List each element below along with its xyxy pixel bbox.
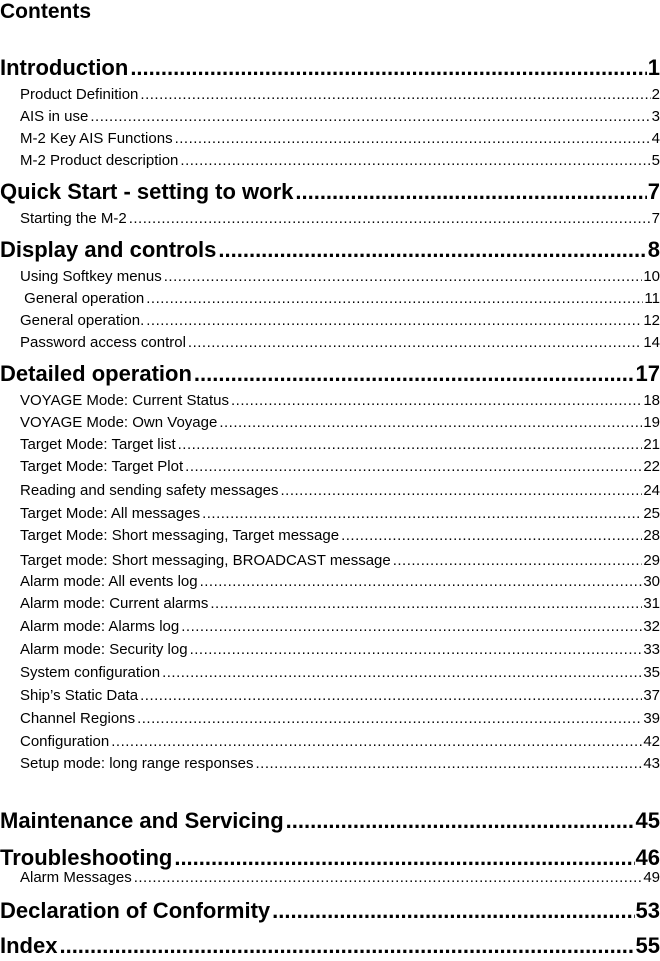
toc-page-number: 29 <box>643 552 660 569</box>
toc-section[interactable] <box>20 594 660 614</box>
toc-page-number: 39 <box>643 710 660 727</box>
toc-entry-title: VOYAGE Mode: Own Voyage <box>20 414 218 431</box>
dot-leader <box>90 107 650 127</box>
dot-leader <box>202 504 642 524</box>
toc-section[interactable] <box>20 551 660 571</box>
toc-entry-title: System configuration <box>20 664 161 681</box>
toc-entry-title: General operation <box>20 290 145 307</box>
toc-section[interactable] <box>20 333 660 353</box>
toc-entry-title: Starting the M-2 <box>20 210 127 227</box>
toc-section[interactable] <box>20 754 660 774</box>
toc-section[interactable] <box>20 686 660 706</box>
toc-page-number: 37 <box>643 687 660 704</box>
toc-page-number: 28 <box>643 527 660 544</box>
toc-entry-title: Using Softkey menus <box>20 268 162 285</box>
toc-entry-title: Target Mode: All messages <box>20 505 201 522</box>
toc-entry-title: M-2 Product description <box>20 152 179 169</box>
toc-page-number: 30 <box>643 573 660 590</box>
toc-page-number: 49 <box>643 869 660 886</box>
toc-section[interactable] <box>20 391 660 411</box>
dot-leader <box>164 267 643 287</box>
toc-entry-title: Password access control <box>20 334 186 351</box>
dot-leader <box>162 663 642 683</box>
dot-leader <box>256 754 643 774</box>
toc-page-number: 53 <box>635 898 660 923</box>
toc-page-number: 3 <box>651 108 660 125</box>
toc-entry-title: Product Definition <box>20 86 139 103</box>
dot-leader <box>178 435 643 455</box>
toc-chapter[interactable] <box>0 359 660 389</box>
dot-leader <box>281 481 643 501</box>
dot-leader <box>175 129 651 149</box>
toc-page-number: 10 <box>643 268 660 285</box>
toc-section[interactable] <box>20 267 660 287</box>
toc-section[interactable] <box>20 151 660 171</box>
toc-page-number: 8 <box>647 237 660 262</box>
toc-page-number: 55 <box>635 933 660 958</box>
toc-entry-title: Configuration <box>20 733 110 750</box>
toc-chapter[interactable] <box>0 806 660 836</box>
toc-section[interactable] <box>20 504 660 524</box>
dot-leader <box>272 896 634 926</box>
toc-section[interactable] <box>20 640 660 660</box>
toc-section[interactable] <box>20 572 660 592</box>
dot-leader <box>295 177 646 207</box>
dot-leader <box>194 359 635 389</box>
toc-page-number: 31 <box>643 595 660 612</box>
toc-page-number: 45 <box>635 808 660 833</box>
toc-page-number: 21 <box>643 436 660 453</box>
toc-entry-title: Alarm Messages <box>20 869 132 886</box>
toc-entry-title: Target Mode: Target Plot <box>20 458 184 475</box>
page-title: Contents <box>0 0 91 23</box>
dot-leader <box>185 457 642 477</box>
dot-leader <box>218 235 646 265</box>
toc-entry-title: Channel Regions <box>20 710 136 727</box>
toc-section[interactable] <box>20 209 660 229</box>
dot-leader <box>146 289 643 309</box>
toc-chapter[interactable] <box>0 896 660 926</box>
dot-leader <box>286 806 635 836</box>
toc-entry-title: Index <box>0 933 58 958</box>
toc-entry-title: Reading and sending safety messages <box>20 482 279 499</box>
dot-leader <box>219 413 642 433</box>
toc-entry-title: Ship’s Static Data <box>20 687 139 704</box>
toc-section[interactable] <box>20 311 660 331</box>
toc-page-number: 32 <box>643 618 660 635</box>
toc-entry-title: Target Mode: Target list <box>20 436 176 453</box>
dot-leader <box>111 732 642 752</box>
toc-entry-title: Quick Start - setting to work <box>0 179 294 204</box>
toc-entry-title: M-2 Key AIS Functions <box>20 130 173 147</box>
toc-page-number: 43 <box>643 755 660 772</box>
toc-entry-title: Maintenance and Servicing <box>0 808 284 833</box>
toc-page-number: 5 <box>651 152 660 169</box>
toc-entry-title: Setup mode: long range responses <box>20 755 254 772</box>
toc-section[interactable] <box>20 709 660 729</box>
toc-page-number: 22 <box>643 458 660 475</box>
toc-page-number: 7 <box>647 179 660 204</box>
toc-section[interactable] <box>20 289 660 309</box>
dot-leader <box>137 709 642 729</box>
toc-entry-title: VOYAGE Mode: Current Status <box>20 392 229 409</box>
toc-section[interactable] <box>20 481 660 501</box>
toc-section[interactable] <box>20 413 660 433</box>
dot-leader <box>188 333 642 353</box>
dot-leader <box>59 931 634 961</box>
toc-page-number: 33 <box>643 641 660 658</box>
toc-page-number: 42 <box>643 733 660 750</box>
toc-entry-title: AIS in use <box>20 108 89 125</box>
toc-page-number: 18 <box>643 392 660 409</box>
toc-entry-title: Introduction <box>0 55 129 80</box>
toc-page-number: 12 <box>643 312 660 329</box>
dot-leader <box>134 868 643 888</box>
dot-leader <box>140 686 642 706</box>
dot-leader <box>129 209 651 229</box>
toc-entry-title: Display and controls <box>0 237 217 262</box>
toc-section[interactable] <box>20 107 660 127</box>
toc-page-number: 1 <box>647 55 660 80</box>
toc-page-number: 11 <box>644 290 660 307</box>
dot-leader <box>393 551 643 571</box>
dot-leader <box>180 151 650 171</box>
dot-leader <box>200 572 643 592</box>
toc-section[interactable] <box>20 663 660 683</box>
toc-section[interactable] <box>20 868 660 888</box>
toc-page-number: 2 <box>651 86 660 103</box>
toc-page-number: 17 <box>635 361 660 386</box>
dot-leader <box>341 526 642 546</box>
toc-section[interactable] <box>20 526 660 546</box>
toc-page-number: 25 <box>643 505 660 522</box>
toc-chapter[interactable] <box>0 177 660 207</box>
toc-chapter[interactable] <box>0 235 660 265</box>
toc-entry-title: Alarm mode: All events log <box>20 573 198 590</box>
toc-entry-title: Detailed operation <box>0 361 192 386</box>
dot-leader <box>130 53 646 83</box>
toc-entry-title: Troubleshooting <box>0 845 173 870</box>
toc-page-number: 14 <box>643 334 660 351</box>
toc-page-number: 7 <box>651 210 660 227</box>
dot-leader <box>146 311 642 331</box>
toc-entry-title: Alarm mode: Current alarms <box>20 595 209 612</box>
toc-entry-title: General operation. <box>20 312 145 329</box>
toc-section[interactable] <box>20 435 660 455</box>
toc-section[interactable] <box>20 617 660 637</box>
toc-entry-title: Target mode: Short messaging, BROADCAST message <box>20 552 391 569</box>
toc-section[interactable] <box>20 85 660 105</box>
toc-page-number: 19 <box>643 414 660 431</box>
toc-section[interactable] <box>20 129 660 149</box>
toc-page-number: 4 <box>651 130 660 147</box>
toc-entry-title: Alarm mode: Security log <box>20 641 188 658</box>
dot-leader <box>181 617 642 637</box>
dot-leader <box>140 85 650 105</box>
toc-entry-title: Alarm mode: Alarms log <box>20 618 180 635</box>
toc-section[interactable] <box>20 732 660 752</box>
toc-page-number: 35 <box>643 664 660 681</box>
toc-section[interactable] <box>20 457 660 477</box>
dot-leader <box>210 594 642 614</box>
toc-entry-title: Declaration of Conformity <box>0 898 271 923</box>
dot-leader <box>190 640 643 660</box>
dot-leader <box>231 391 642 411</box>
toc-chapter[interactable] <box>0 53 660 83</box>
toc-entry-title: Target Mode: Short messaging, Target message <box>20 527 340 544</box>
toc-page-number: 24 <box>643 482 660 499</box>
toc-chapter[interactable] <box>0 931 660 961</box>
toc-page-number: 46 <box>635 845 660 870</box>
